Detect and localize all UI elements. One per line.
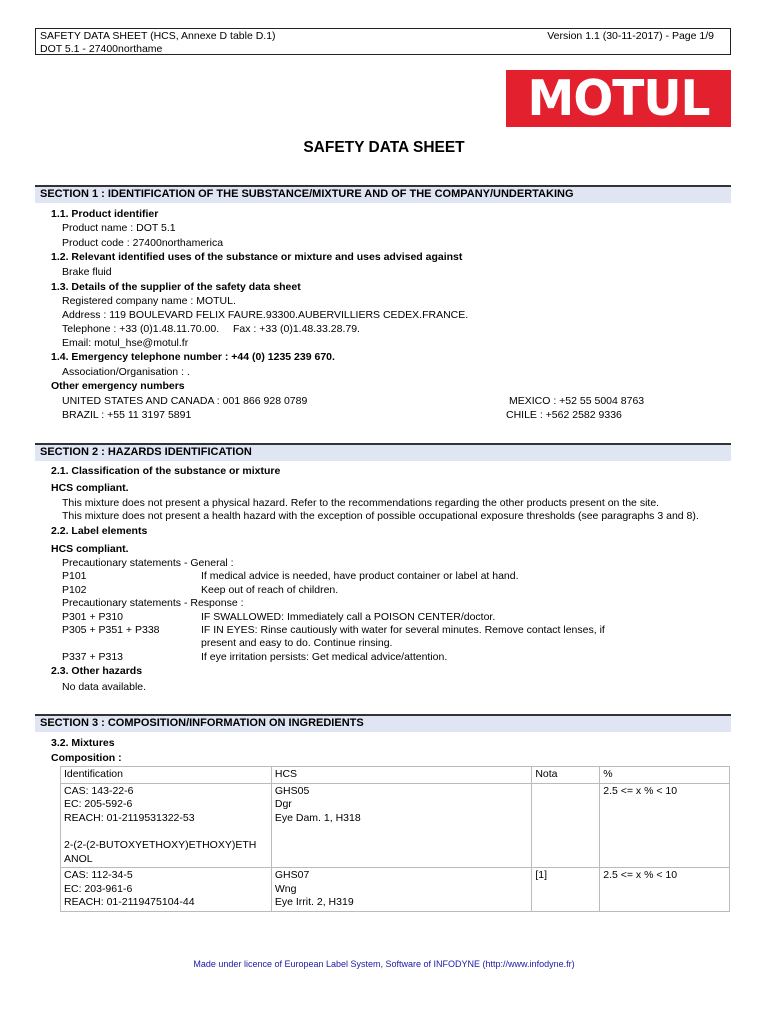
header-product: DOT 5.1 - 27400northame bbox=[40, 43, 163, 55]
header-title: SAFETY DATA SHEET (HCS, Annexe D table D.1) bbox=[40, 30, 276, 42]
p305-text-line1: IF IN EYES: Rinse cautiously with water for several minutes. Remove contact lenses, if bbox=[201, 624, 605, 636]
company-email: Email: motul_hse@motul.fr bbox=[62, 337, 189, 349]
hcs-cell-line: Eye Irrit. 2, H319 bbox=[274, 896, 354, 909]
product-code: Product code : 27400northamerica bbox=[62, 237, 224, 249]
hcs-cell bbox=[271, 783, 531, 868]
table-row bbox=[61, 868, 730, 912]
p102-code: P102 bbox=[62, 584, 87, 596]
percent-cell-line: 2.5 <= x % < 10 bbox=[603, 784, 678, 797]
association: Association/Organisation : . bbox=[62, 366, 190, 378]
col-header: % bbox=[600, 767, 730, 784]
hcs-cell-line: GHS07 bbox=[274, 869, 310, 882]
hcs-cell-line: Dgr bbox=[274, 798, 292, 811]
s22-heading: 2.2. Label elements bbox=[51, 525, 148, 537]
p102-text: Keep out of reach of children. bbox=[201, 584, 339, 596]
physical-hazard: This mixture does not present a physical hazard. Refer to the recommendations regarding the other products present on the site. bbox=[62, 497, 660, 509]
product-name: Product name : DOT 5.1 bbox=[62, 222, 176, 234]
hcs-cell-line: Eye Dam. 1, H318 bbox=[274, 811, 361, 824]
identification-cell-line: EC: 205-592-6 bbox=[64, 798, 133, 811]
hcs-compliant-1: HCS compliant. bbox=[51, 482, 129, 494]
section2-heading: SECTION 2 : HAZARDS IDENTIFICATION bbox=[35, 443, 731, 461]
p101-code: P101 bbox=[62, 570, 87, 582]
hcs-cell bbox=[271, 868, 531, 912]
identification-cell-line: 2-(2-(2-BUTOXYETHOXY)ETHOXY)ETH bbox=[64, 838, 257, 851]
p305-text-line2: present and easy to do. Continue rinsing. bbox=[201, 637, 393, 649]
nota-cell bbox=[532, 783, 600, 868]
table-header-row bbox=[61, 767, 730, 784]
col-header: Nota bbox=[532, 767, 600, 784]
health-hazard: This mixture does not present a health hazard with the exception of possible occupational exposure thresholds (see paragraphs 3 and 8). bbox=[62, 510, 699, 522]
identification-cell-line: EC: 203-961-6 bbox=[64, 882, 133, 895]
percent-cell bbox=[600, 783, 730, 868]
nota-cell bbox=[532, 868, 600, 912]
product-use: Brake fluid bbox=[62, 266, 112, 278]
identification-cell-line: CAS: 112-34-5 bbox=[64, 869, 133, 882]
p337-text: If eye irritation persists: Get medical advice/attention. bbox=[201, 651, 448, 663]
col-header: Identification bbox=[61, 767, 272, 784]
p101-text: If medical advice is needed, have product container or label at hand. bbox=[201, 570, 519, 582]
p337-code: P337 + P313 bbox=[62, 651, 124, 663]
company-name: Registered company name : MOTUL. bbox=[62, 295, 236, 307]
company-fax: Fax : +33 (0)1.48.33.28.79. bbox=[233, 323, 360, 335]
section1-heading: SECTION 1 : IDENTIFICATION OF THE SUBSTANCE/MIXTURE AND OF THE COMPANY/UNDERTAKING bbox=[35, 185, 731, 203]
other-numbers-heading: Other emergency numbers bbox=[51, 380, 185, 392]
s14-heading: 1.4. Emergency telephone number : +44 (0) 1235 239 670. bbox=[51, 351, 335, 363]
composition-table bbox=[60, 766, 730, 912]
phone-chile: CHILE : +562 2582 9336 bbox=[506, 409, 622, 421]
percent-cell bbox=[600, 868, 730, 912]
page-title: SAFETY DATA SHEET bbox=[303, 139, 465, 156]
prec-response: Precautionary statements - Response : bbox=[62, 597, 244, 609]
section3-heading: SECTION 3 : COMPOSITION/INFORMATION ON INGREDIENTS bbox=[35, 714, 731, 732]
no-data-text: No data available. bbox=[62, 681, 147, 693]
identification-cell-line: ANOL bbox=[64, 852, 93, 865]
composition-heading: Composition : bbox=[51, 752, 122, 764]
table-row bbox=[61, 783, 730, 868]
s13-heading: 1.3. Details of the supplier of the safety data sheet bbox=[51, 281, 301, 293]
prec-general: Precautionary statements - General : bbox=[62, 557, 234, 569]
phone-mexico: MEXICO : +52 55 5004 8763 bbox=[509, 395, 645, 407]
hcs-compliant-2: HCS compliant. bbox=[51, 543, 129, 555]
company-phone: Telephone : +33 (0)1.48.11.70.00. bbox=[62, 323, 220, 335]
nota-cell-line bbox=[535, 785, 596, 799]
p305-code: P305 + P351 + P338 bbox=[62, 624, 160, 636]
identification-cell bbox=[61, 868, 272, 912]
logo-text: MOTUL bbox=[527, 69, 710, 128]
s32-heading: 3.2. Mixtures bbox=[51, 737, 115, 749]
nota-cell-line: [1] bbox=[535, 869, 548, 882]
s21-heading: 2.1. Classification of the substance or mixture bbox=[51, 465, 281, 477]
motul-logo bbox=[506, 70, 731, 127]
percent-cell-line: 2.5 <= x % < 10 bbox=[603, 869, 678, 882]
s11-heading: 1.1. Product identifier bbox=[51, 208, 159, 220]
header-version: Version 1.1 (30-11-2017) - Page 1/9 bbox=[547, 30, 714, 42]
p301-text: IF SWALLOWED: Immediately call a POISON CENTER/doctor. bbox=[201, 611, 496, 623]
identification-cell-line: CAS: 143-22-6 bbox=[64, 784, 134, 797]
document-header bbox=[35, 28, 731, 55]
identification-cell-line: REACH: 01-2119475104-44 bbox=[64, 896, 195, 909]
p301-code: P301 + P310 bbox=[62, 611, 124, 623]
s23-heading: 2.3. Other hazards bbox=[51, 665, 143, 677]
identification-cell bbox=[61, 783, 272, 868]
footer-licence: Made under licence of European Label System, Software of INFODYNE (http://www.infodyne.fr) bbox=[193, 959, 575, 969]
hcs-cell-line: Wng bbox=[274, 882, 297, 895]
identification-cell-line bbox=[64, 825, 268, 839]
identification-cell-line: REACH: 01-2119531322-53 bbox=[64, 811, 195, 824]
col-header: HCS bbox=[271, 767, 531, 784]
hcs-cell-line: GHS05 bbox=[274, 784, 310, 797]
company-address: Address : 119 BOULEVARD FELIX FAURE.93300.AUBERVILLIERS CEDEX.FRANCE. bbox=[62, 309, 469, 321]
phone-brazil: BRAZIL : +55 11 3197 5891 bbox=[62, 409, 192, 421]
s12-heading: 1.2. Relevant identified uses of the substance or mixture and uses advised against bbox=[51, 251, 463, 263]
phone-us-canada: UNITED STATES AND CANADA : 001 866 928 0789 bbox=[62, 395, 308, 407]
